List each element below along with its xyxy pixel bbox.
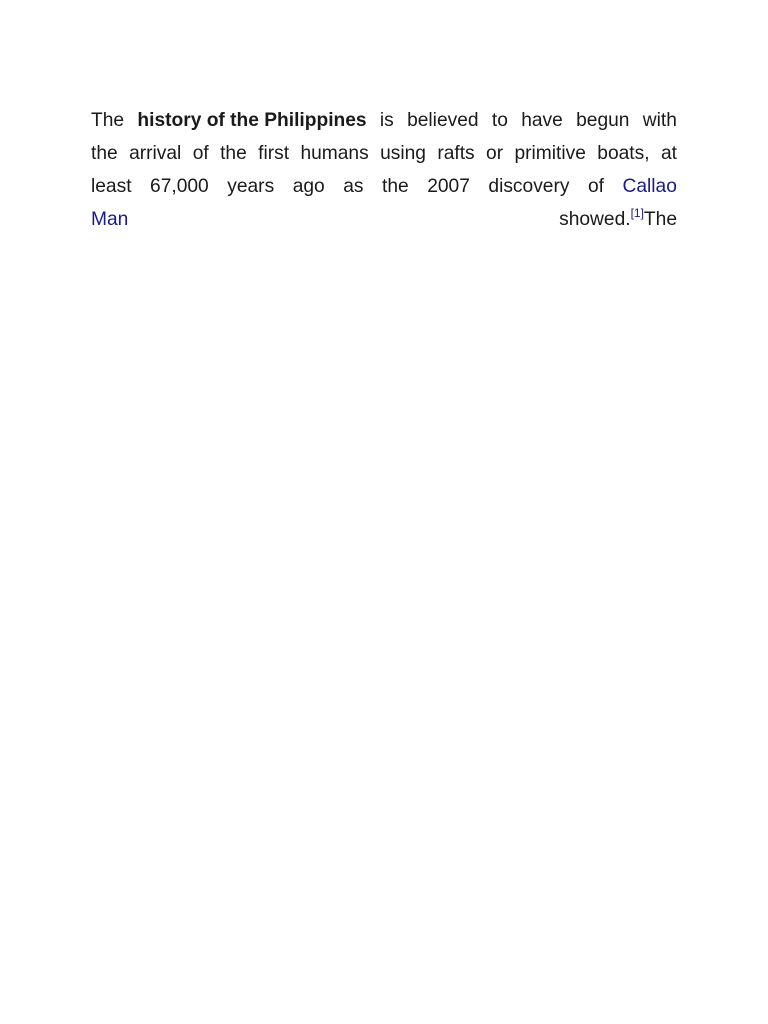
text-word: using <box>380 143 426 165</box>
word-group <box>380 137 426 170</box>
paragraph <box>91 104 677 237</box>
text-word: begun <box>576 110 630 131</box>
text-word: have <box>521 110 563 131</box>
word-group <box>486 137 503 170</box>
word-group <box>488 170 569 203</box>
article-link[interactable]: Man <box>91 209 129 231</box>
word-group <box>193 137 209 170</box>
word-group <box>407 104 478 137</box>
word-group <box>129 137 181 170</box>
word-group <box>91 203 128 236</box>
text-line <box>91 170 677 203</box>
text-word: The <box>643 209 677 231</box>
article-body <box>91 104 677 237</box>
text-word: rafts <box>437 143 475 165</box>
word-group <box>227 170 274 203</box>
text-word: as <box>343 176 364 198</box>
word-group <box>293 170 325 203</box>
text-word: first <box>258 143 290 165</box>
text-word: primitive <box>514 143 586 165</box>
text-word: The <box>91 110 125 131</box>
citation-link[interactable]: [1] <box>630 206 644 221</box>
text-word: at <box>660 143 677 165</box>
text-word: the <box>91 143 118 165</box>
word-group <box>380 104 394 137</box>
text-word: the <box>220 143 247 165</box>
text-word: showed. <box>559 209 631 231</box>
text-line <box>91 104 677 137</box>
word-group <box>437 137 474 170</box>
word-group <box>343 170 363 203</box>
text-word: discovery <box>488 176 570 198</box>
word-group <box>258 137 289 170</box>
word-group <box>220 137 247 170</box>
text-word: or <box>486 143 504 165</box>
text-word: years <box>227 176 275 198</box>
text-word: of <box>192 143 209 165</box>
text-word: with <box>642 110 677 131</box>
word-group <box>623 170 677 203</box>
text-word: 67,000 <box>150 176 209 198</box>
word-group <box>521 104 563 137</box>
word-group <box>588 170 604 203</box>
word-group <box>576 104 629 137</box>
text-line <box>91 203 677 236</box>
text-word: humans <box>300 143 369 165</box>
word-group <box>661 137 677 170</box>
word-group <box>514 137 585 170</box>
word-group <box>91 170 132 203</box>
word-group <box>559 203 677 236</box>
text-word: 2007 <box>427 176 470 198</box>
word-group <box>91 137 118 170</box>
word-group <box>492 104 508 137</box>
word-group <box>91 104 124 137</box>
word-group <box>150 170 209 203</box>
word-group <box>137 104 366 137</box>
text-word: believed <box>407 110 479 131</box>
text-word: is <box>379 110 394 131</box>
word-group <box>382 170 409 203</box>
text-word: of <box>587 176 604 198</box>
word-group <box>597 137 649 170</box>
word-group <box>300 137 368 170</box>
article-link[interactable]: Callao <box>622 176 677 198</box>
word-group <box>427 170 470 203</box>
text-word: boats, <box>597 143 650 165</box>
text-word: least <box>91 176 132 198</box>
bold-text: history of the Philippines <box>137 110 367 131</box>
text-line <box>91 137 677 170</box>
word-group <box>643 104 677 137</box>
document-page <box>91 104 677 237</box>
text-word: arrival <box>129 143 182 165</box>
text-word: the <box>382 176 409 198</box>
text-word: ago <box>292 176 325 198</box>
text-word: to <box>491 110 508 131</box>
